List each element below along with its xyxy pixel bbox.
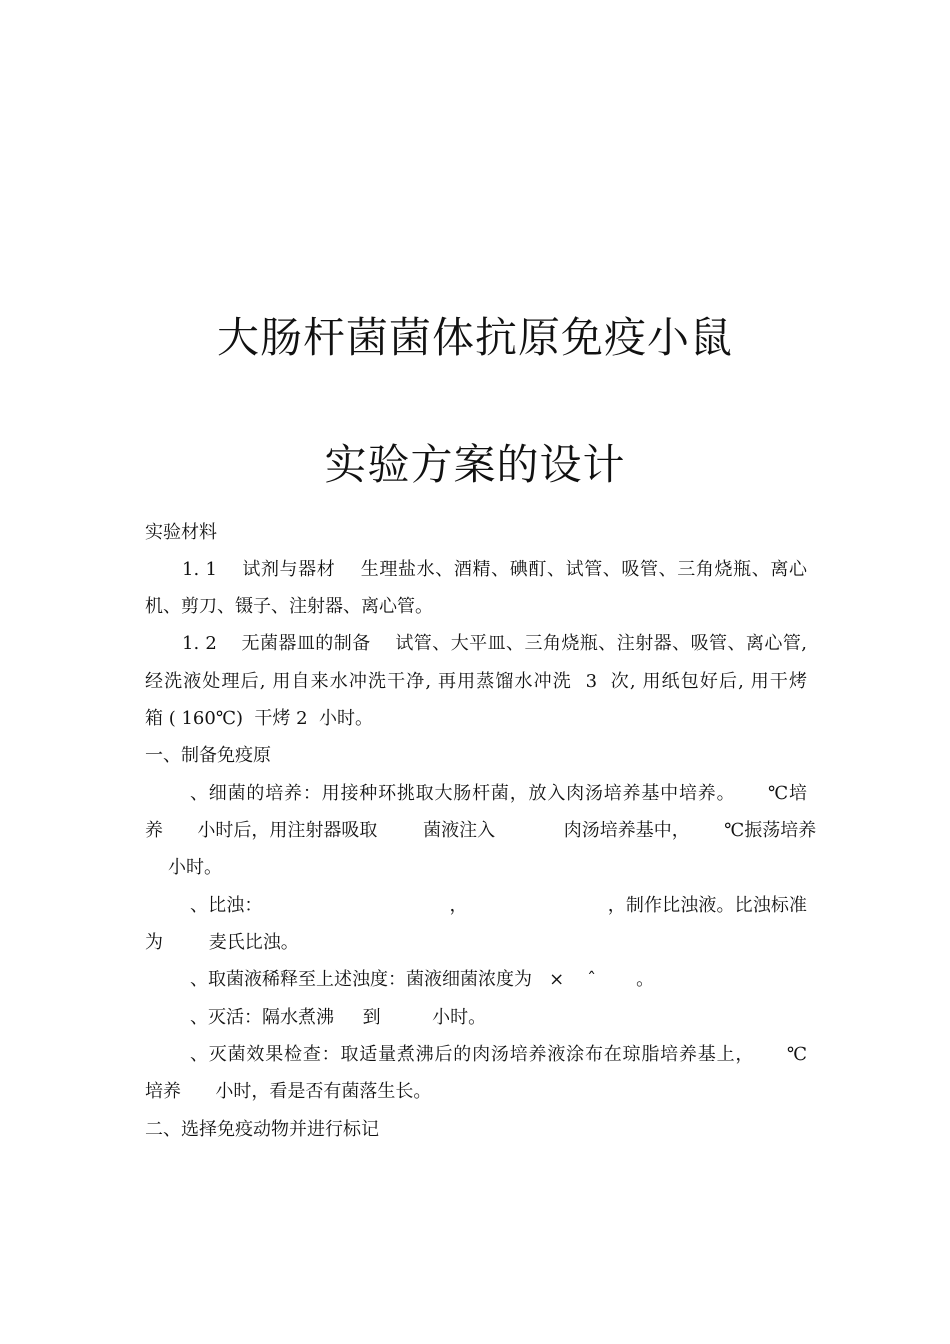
section-heading-immunogen: 一、制备免疫原 — [145, 745, 271, 766]
paragraph-line: 小时。 — [168, 857, 222, 878]
paragraph-line: 箱 ( 160℃) 干烤 2 小时。 — [145, 708, 374, 729]
paragraph-line: 、灭活：隔水煮沸 到 小时。 — [190, 1007, 487, 1028]
paragraph-line: 1. 1 试剂与器材 生理盐水、酒精、碘酊、试管、吸管、三角烧瓶、离心 — [182, 559, 807, 580]
section-heading-animals: 二、选择免疫动物并进行标记 — [145, 1119, 379, 1140]
paragraph-line: 养 小时后，用注射器吸取 菌液注入 肉汤培养基中， ℃振荡培养 — [145, 820, 817, 841]
paragraph-line: 为 麦氏比浊。 — [145, 932, 299, 953]
paragraph-line: 机、剪刀、镊子、注射器、离心管。 — [145, 596, 433, 617]
paragraph-line: 、灭菌效果检查：取适量煮沸后的肉汤培养液涂布在琼脂培养基上， ℃ — [190, 1044, 807, 1065]
section-heading-materials: 实验材料 — [145, 522, 217, 543]
document-title-line-2: 实验方案的设计 — [324, 440, 626, 489]
paragraph-line: 培养 小时，看是否有菌落生长。 — [145, 1081, 432, 1102]
paragraph-line: 1. 2 无菌器皿的制备 试管、大平皿、三角烧瓶、注射器、吸管、离心管, — [182, 633, 807, 654]
paragraph-line: 经洗液处理后, 用自来水冲洗干净, 再用蒸馏水冲洗 3 次, 用纸包好后, 用干烤 — [145, 671, 807, 692]
paragraph-line: 、取菌液稀释至上述浊度：菌液细菌浓度为 × ˆ 。 — [190, 969, 655, 990]
paragraph-line: 、比浊： ， ，制作比浊液。比浊标准 — [190, 895, 807, 916]
document-title-line-1: 大肠杆菌菌体抗原免疫小鼠 — [216, 313, 733, 362]
paragraph-line: 、细菌的培养：用接种环挑取大肠杆菌，放入肉汤培养基中培养。 ℃培 — [190, 783, 807, 804]
